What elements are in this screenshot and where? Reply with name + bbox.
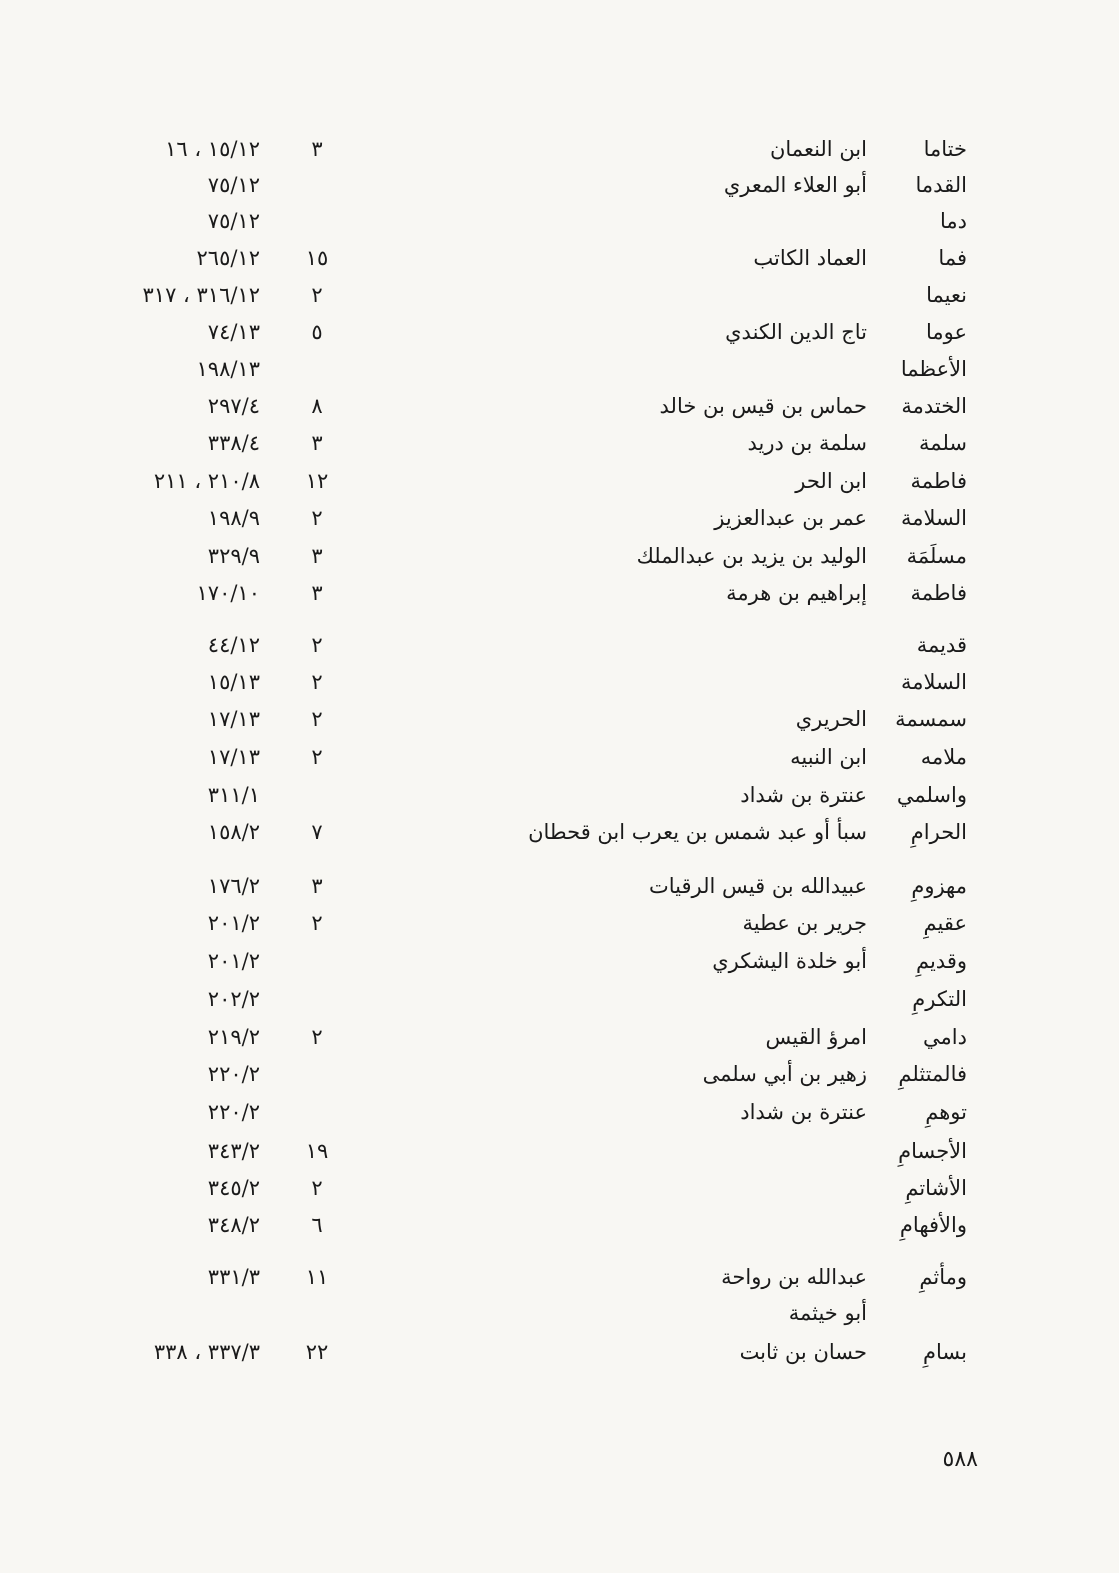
- verse-count: ٢: [311, 283, 323, 307]
- volume-page-ref: ١٩٨/١٣: [196, 357, 260, 381]
- volume-page-ref: ٣٤٣/٢: [207, 1139, 260, 1163]
- rhyme-word: توهمِ: [925, 1100, 967, 1124]
- rhyme-word: الحرامِ: [910, 820, 967, 844]
- poet-name: ابن النبيه: [790, 745, 867, 769]
- index-row: [0, 946, 1119, 982]
- volume-page-ref: ٣٣٧/٣ ، ٣٣٨: [153, 1340, 260, 1364]
- index-row: [0, 541, 1119, 577]
- index-row: [0, 503, 1119, 539]
- rhyme-word: السلامة: [900, 670, 967, 694]
- rhyme-word: الأعظما: [900, 357, 967, 381]
- rhyme-word: القدما: [915, 173, 967, 197]
- volume-page-ref: ١٥/١٢ ، ١٦: [165, 137, 260, 161]
- verse-count: ٣: [311, 581, 323, 605]
- index-row: [0, 170, 1119, 206]
- rhyme-word: والأفهامِ: [899, 1213, 967, 1237]
- index-row: [0, 243, 1119, 279]
- index-row: [0, 391, 1119, 427]
- volume-page-ref: ٧٥/١٢: [207, 209, 260, 233]
- verse-count: ٢: [311, 1176, 323, 1200]
- rhyme-word: دامي: [923, 1025, 967, 1049]
- volume-page-ref: ٣٣٨/٤: [207, 431, 260, 455]
- index-row: [0, 1262, 1119, 1298]
- index-row: [0, 1059, 1119, 1095]
- rhyme-word: سلمة: [919, 431, 967, 455]
- index-row: [0, 780, 1119, 816]
- poet-name: عنترة بن شداد: [740, 1100, 867, 1124]
- index-row: [0, 206, 1119, 242]
- volume-page-ref: ١٩٨/٩: [207, 506, 260, 530]
- index-row: [0, 1298, 1119, 1334]
- verse-count: ٧: [311, 820, 323, 844]
- rhyme-word: دما: [940, 209, 967, 233]
- poet-name: عبدالله بن رواحة: [721, 1265, 867, 1289]
- rhyme-word: قديمة: [916, 633, 967, 657]
- index-row: [0, 1337, 1119, 1373]
- index-row: [0, 578, 1119, 614]
- poet-name: عبيدالله بن قيس الرقيات: [648, 874, 867, 898]
- verse-count: ٣: [311, 431, 323, 455]
- poet-name: ابن النعمان: [769, 137, 867, 161]
- rhyme-word: الختدمة: [901, 394, 967, 418]
- volume-page-ref: ٣١٦/١٢ ، ٣١٧: [142, 283, 260, 307]
- volume-page-ref: ٢٢٠/٢: [207, 1062, 260, 1086]
- verse-count: ١١: [305, 1265, 329, 1289]
- poet-name: العماد الكاتب: [753, 246, 867, 270]
- rhyme-word: عقيمِ: [923, 911, 967, 935]
- index-row: [0, 817, 1119, 853]
- volume-page-ref: ١٧٦/٢: [207, 874, 260, 898]
- poet-name: إبراهيم بن هرمة: [726, 581, 867, 605]
- volume-page-ref: ٣٢٩/٩: [207, 544, 260, 568]
- verse-count: ٢: [311, 707, 323, 731]
- poet-name: الحريري: [795, 707, 867, 731]
- volume-page-ref: ٤٤/١٢: [207, 633, 260, 657]
- verse-count: ٦: [311, 1213, 323, 1237]
- rhyme-word: واسلمي: [896, 783, 967, 807]
- rhyme-word: فالمتثلمِ: [898, 1062, 967, 1086]
- poet-name: أبو العلاء المعري: [723, 173, 867, 197]
- page-number: ٥٨٨: [942, 1447, 978, 1472]
- rhyme-word: مسلَمَة: [906, 544, 967, 568]
- volume-page-ref: ٢٦٥/١٢: [196, 246, 260, 270]
- poet-name: حسان بن ثابت: [739, 1340, 867, 1364]
- rhyme-word: الأجسامِ: [898, 1139, 967, 1163]
- volume-page-ref: ١٥/١٣: [207, 670, 260, 694]
- index-row: [0, 428, 1119, 464]
- volume-page-ref: ٧٥/١٢: [207, 173, 260, 197]
- verse-count: ٢٢: [305, 1340, 329, 1364]
- poet-name: سبأ أو عبد شمس بن يعرب ابن قحطان: [528, 820, 867, 844]
- volume-page-ref: ١٧/١٣: [207, 707, 260, 731]
- index-row: [0, 667, 1119, 703]
- index-row: [0, 1022, 1119, 1058]
- index-row: [0, 354, 1119, 390]
- rhyme-word: ومأثمِ: [919, 1265, 967, 1289]
- poet-name: ابن الحر: [795, 469, 867, 493]
- index-row: [0, 466, 1119, 502]
- rhyme-word: التكرمِ: [912, 987, 967, 1011]
- index-row: [0, 742, 1119, 778]
- verse-count: ٥: [311, 320, 323, 344]
- index-row: [0, 871, 1119, 907]
- rhyme-word: مهزومِ: [911, 874, 967, 898]
- poet-name: جرير بن عطية: [742, 911, 867, 935]
- poet-name: عنترة بن شداد: [740, 783, 867, 807]
- index-row: [0, 280, 1119, 316]
- rhyme-word: بسامِ: [923, 1340, 967, 1364]
- index-row: [0, 1210, 1119, 1246]
- poet-name: حماس بن قيس بن خالد: [659, 394, 867, 418]
- volume-page-ref: ٢١٠/٨ ، ٢١١: [153, 469, 260, 493]
- verse-count: ٢: [311, 911, 323, 935]
- verse-count: ٣: [311, 544, 323, 568]
- poet-name: الوليد بن يزيد بن عبدالملك: [636, 544, 867, 568]
- index-row: [0, 908, 1119, 944]
- rhyme-word: السلامة: [900, 506, 967, 530]
- verse-count: ٢: [311, 506, 323, 530]
- verse-count: ١٢: [305, 469, 329, 493]
- rhyme-word: فاطمة: [910, 581, 967, 605]
- poet-name: تاج الدين الكندي: [725, 320, 867, 344]
- index-row: [0, 1136, 1119, 1172]
- rhyme-word: فاطمة: [910, 469, 967, 493]
- rhyme-word: ختاما: [923, 137, 967, 161]
- verse-count: ٢: [311, 1025, 323, 1049]
- poet-name: عمر بن عبدالعزيز: [714, 506, 867, 530]
- volume-page-ref: ١٧٠/١٠: [196, 581, 260, 605]
- rhyme-word: الأشاتمِ: [905, 1176, 967, 1200]
- index-row: [0, 984, 1119, 1020]
- volume-page-ref: ٣٤٥/٢: [207, 1176, 260, 1200]
- volume-page-ref: ٢٢٠/٢: [207, 1100, 260, 1124]
- index-row: [0, 317, 1119, 353]
- index-row: [0, 1097, 1119, 1133]
- volume-page-ref: ٢٠٢/٢: [207, 987, 260, 1011]
- index-row: [0, 630, 1119, 666]
- rhyme-word: سمسمة: [895, 707, 967, 731]
- volume-page-ref: ٧٤/١٣: [207, 320, 260, 344]
- verse-count: ٢: [311, 670, 323, 694]
- verse-count: ٢: [311, 633, 323, 657]
- rhyme-word: عوما: [925, 320, 967, 344]
- poet-name: سلمة بن دريد: [747, 431, 867, 455]
- volume-page-ref: ٣١١/١: [207, 783, 260, 807]
- poet-name: امرؤ القيس: [765, 1025, 867, 1049]
- poet-name: أبو خلدة اليشكري: [712, 949, 867, 973]
- verse-count: ٢: [311, 745, 323, 769]
- verse-count: ٣: [311, 874, 323, 898]
- rhyme-word: فما: [938, 246, 967, 270]
- volume-page-ref: ٢٩٧/٤: [207, 394, 260, 418]
- rhyme-word: وقديمِ: [915, 949, 967, 973]
- rhyme-word: ملامه: [920, 745, 967, 769]
- poet-name: أبو خيثمة: [788, 1301, 867, 1325]
- volume-page-ref: ١٧/١٣: [207, 745, 260, 769]
- verse-count: ٣: [311, 137, 323, 161]
- verse-count: ١٩: [305, 1139, 329, 1163]
- index-row: [0, 1173, 1119, 1209]
- volume-page-ref: ٢١٩/٢: [207, 1025, 260, 1049]
- volume-page-ref: ٣٣١/٣: [207, 1265, 260, 1289]
- rhyme-word: نعيما: [926, 283, 967, 307]
- volume-page-ref: ١٥٨/٢: [207, 820, 260, 844]
- volume-page-ref: ٢٠١/٢: [207, 949, 260, 973]
- index-row: [0, 704, 1119, 740]
- verse-count: ٨: [311, 394, 323, 418]
- volume-page-ref: ٢٠١/٢: [207, 911, 260, 935]
- index-row: [0, 134, 1119, 170]
- poet-name: زهير بن أبي سلمى: [702, 1062, 867, 1086]
- verse-count: ١٥: [305, 246, 329, 270]
- volume-page-ref: ٣٤٨/٢: [207, 1213, 260, 1237]
